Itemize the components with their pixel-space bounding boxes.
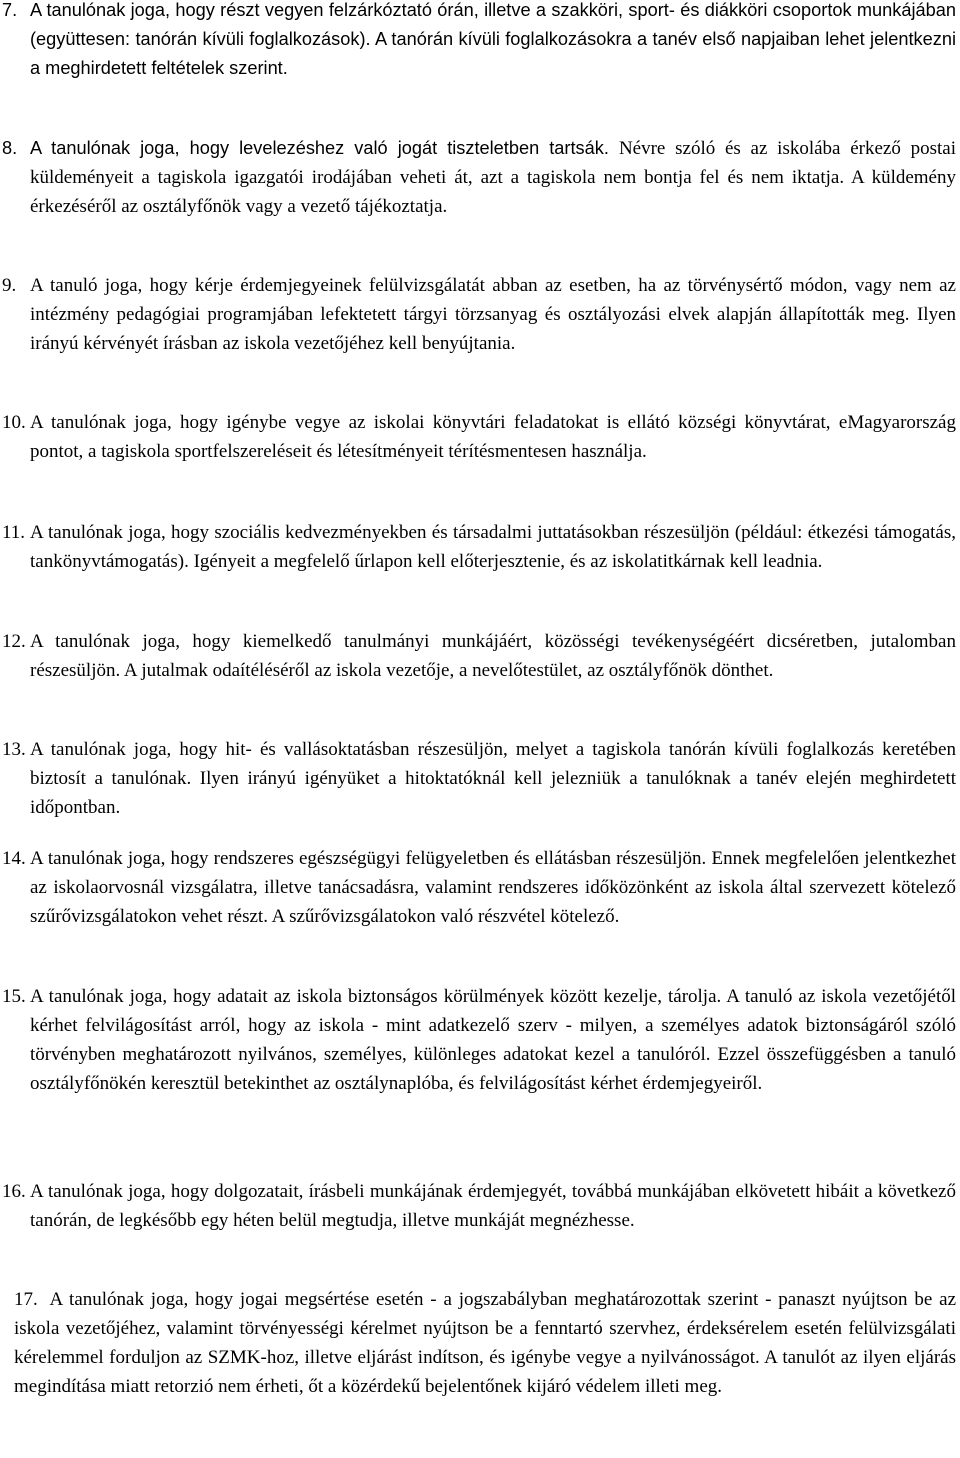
paragraph-16: 16. A tanulónak joga, hogy dolgozatait, írásbeli munkájának érdemjegyét, továbbá munkájában elkövetett hibáit a következő tanórán, de legkésőbb egy héten belül megtudja, illetve munkáját megnézhesse.: [2, 1181, 956, 1231]
paragraph-text: A tanulónak joga, hogy hit- és vallásoktatásban részesüljön, melyet a tagiskola tanórán kívüli foglalkozás keretében biztosít a tanulónak. Ilyen irányú igényüket a hitoktatóknál kell jelezniük a tanulóknak a tanév elején meghirdetett időpontban.: [30, 739, 956, 818]
paragraph-text: A tanulónak joga, hogy részt vegyen felzárkóztató órán, illetve a szakköri, sport- és diákköri csoportok munkájában (együttesen: tanórán kívüli foglalkozások). A tanórán kívüli foglalkozásokra a tanév első napjaiban lehet jelentkezni a meghirdetett feltételek szerint.: [30, 0, 956, 78]
paragraph-text: A tanulónak joga, hogy jogai megsértése esetén - a jogszabályban meghatározottak szerint - panaszt nyújtson be az iskola vezetőjéhez, valamint törvényességi kérelmet nyújtson be a fenntartó szervhez, érdeksérelem esetén felülvizsgálati kérelemmel forduljon az SZMK-hoz, illetve eljárást indítson, és igénybe vegye a nyilvánosságot. A tanulót az ilyen eljárás megindítása miatt retorzió nem érheti, őt a közérdekű bejelentőnek kijáró védelem illeti meg.: [14, 1289, 957, 1397]
paragraph-7: 7. A tanulónak joga, hogy részt vegyen felzárkóztató órán, illetve a szakköri, sport- és diákköri csoportok munkájában (együttesen: tanórán kívüli foglalkozások). A tanórán kívüli foglalkozásokra a tanév első napjaiban lehet jelentkezni a meghirdetett feltételek szerint.: [2, 0, 956, 78]
paragraph-text: A tanulónak joga, hogy rendszeres egészségügyi felügyeletben és ellátásban részesüljön. Ennek megfelelően jelentkezhet az iskolaorvosnál vizsgálatra, illetve tanácsadásra, valamint rendszeres időközönként az iskola által szervezett kötelező szűrővizsgálatokon vehet részt. A szűrővizsgálatokon való részvétel kötelező.: [30, 848, 956, 927]
paragraph-11: 11. A tanulónak joga, hogy szociális kedvezményekben és társadalmi juttatásokban részesüljön (például: étkezési támogatás, tankönyvtámogatás). Igényeit a megfelelő űrlapon kell előterjesztenie, és az iskolatitkárnak kell leadnia.: [2, 522, 956, 572]
paragraph-text: A tanulónak joga, hogy igénybe vegye az iskolai könyvtári feladatokat is ellátó községi könyvtárat, eMagyarország pontot, a tagiskola sportfelszereléseit és létesítményeit térítésmentesen használja.: [30, 412, 956, 462]
paragraph-14: 14. A tanulónak joga, hogy rendszeres egészségügyi felügyeletben és ellátásban részesüljön. Ennek megfelelően jelentkezhet az iskolaorvosnál vizsgálatra, illetve tanácsadásra, valamint rendszeres időközönként az iskola által szervezett kötelező szűrővizsgálatokon vehet részt. A szűrővizsgálatokon való részvétel kötelező.: [2, 848, 956, 927]
paragraph-text: A tanulónak joga, hogy dolgozatait, írásbeli munkájának érdemjegyét, továbbá munkájában elkövetett hibáit a következő tanórán, de legkésőbb egy héten belül megtudja, illetve munkáját megnézhesse.: [30, 1181, 956, 1231]
paragraph-10: 10. A tanulónak joga, hogy igénybe vegye az iskolai könyvtári feladatokat is ellátó községi könyvtárat, eMagyarország pontot, a tagiskola sportfelszereléseit és létesítményeit térítésmentesen használja.: [2, 412, 956, 462]
paragraph-text: A tanulónak joga, hogy kiemelkedő tanulmányi munkájáért, közösségi tevékenységéért dicséretben, jutalomban részesüljön. A jutalmak odaítéléséről az iskola vezetője, a nevelőtestület, az osztályfőnök dönthet.: [30, 631, 956, 681]
paragraph-17: [14, 1285, 956, 1401]
paragraph-number: 17.: [14, 1289, 38, 1310]
paragraph-text-serif: Névre szóló és az iskolába érkező postai küldeményeit a tagiskola igazgatói irodájában veheti át, azt a tagiskola nem bontja fel és nem iktatja. A küldemény érkezéséről az osztályfőnök vagy a vezető tájékoztatja.: [30, 138, 956, 217]
paragraph-12: 12. A tanulónak joga, hogy kiemelkedő tanulmányi munkájáért, közösségi tevékenységéért dicséretben, jutalomban részesüljön. A jutalmak odaítéléséről az iskola vezetője, a nevelőtestület, az osztályfőnök dönthet.: [2, 631, 956, 681]
paragraph-13: 13. A tanulónak joga, hogy hit- és vallásoktatásban részesüljön, melyet a tagiskola tanórán kívüli foglalkozás keretében biztosít a tanulónak. Ilyen irányú igényüket a hitoktatóknál kell jelezniük a tanulóknak a tanév elején meghirdetett időpontban.: [2, 739, 956, 818]
paragraph-text: A tanuló joga, hogy kérje érdemjegyeinek felülvizsgálatát abban az esetben, ha az törvénysértő módon, vagy nem az intézmény pedagógiai programjában lefektetett tárgyi törzsanyag és osztályozási elvek alapján állapították meg. Ilyen irányú kérvényét írásban az iskola vezetőjéhez kell benyújtania.: [30, 275, 956, 354]
paragraph-text: A tanulónak joga, hogy adatait az iskola biztonságos körülmények között kezelje, tárolja. A tanuló az iskola vezetőjétől kérhet felvilágosítást arról, hogy az iskola - mint adatkezelő szerv - milyen, a személyes adatok biztonságáról szóló törvényben meghatározott nyilvános, személyes, különleges adatokat kezel a tanulóról. Ezzel összefüggésben a tanuló osztályfőnökén keresztül betekinthet az osztálynaplóba, és felvilágosítást kérhet érdemjegyeiről.: [30, 986, 956, 1094]
paragraph-text-sans: A tanulónak joga, hogy levelezéshez való jogát tiszteletben tartsák.: [30, 138, 609, 158]
paragraph-9: 9. A tanuló joga, hogy kérje érdemjegyeinek felülvizsgálatát abban az esetben, ha az törvénysértő módon, vagy nem az intézmény pedagógiai programjában lefektetett tárgyi törzsanyag és osztályozási elvek alapján állapították meg. Ilyen irányú kérvényét írásban az iskola vezetőjéhez kell benyújtania.: [2, 275, 956, 354]
paragraph-text: A tanulónak joga, hogy szociális kedvezményekben és társadalmi juttatásokban részesüljön (például: étkezési támogatás, tankönyvtámogatás). Igényeit a megfelelő űrlapon kell előterjesztenie, és az iskolatitkárnak kell leadnia.: [30, 522, 956, 572]
paragraph-15: 15. A tanulónak joga, hogy adatait az iskola biztonságos körülmények között kezelje, tárolja. A tanuló az iskola vezetőjétől kérhet felvilágosítást arról, hogy az iskola - mint adatkezelő szerv - milyen, a személyes adatok biztonságáról szóló törvényben meghatározott nyilvános, személyes, különleges adatokat kezel a tanulóról. Ezzel összefüggésben a tanuló osztályfőnökén keresztül betekinthet az osztálynaplóba, és felvilágosítást kérhet érdemjegyeiről.: [2, 986, 956, 1094]
paragraph-8: 8. A tanulónak joga, hogy levelezéshez való jogát tiszteletben tartsák. Névre szóló és az iskolába érkező postai küldeményeit a tagiskola igazgatói irodájában veheti át, azt a tagiskola nem bontja fel és nem iktatja. A küldemény érkezéséről az osztályfőnök vagy a vezető tájékoztatja.: [2, 138, 956, 217]
